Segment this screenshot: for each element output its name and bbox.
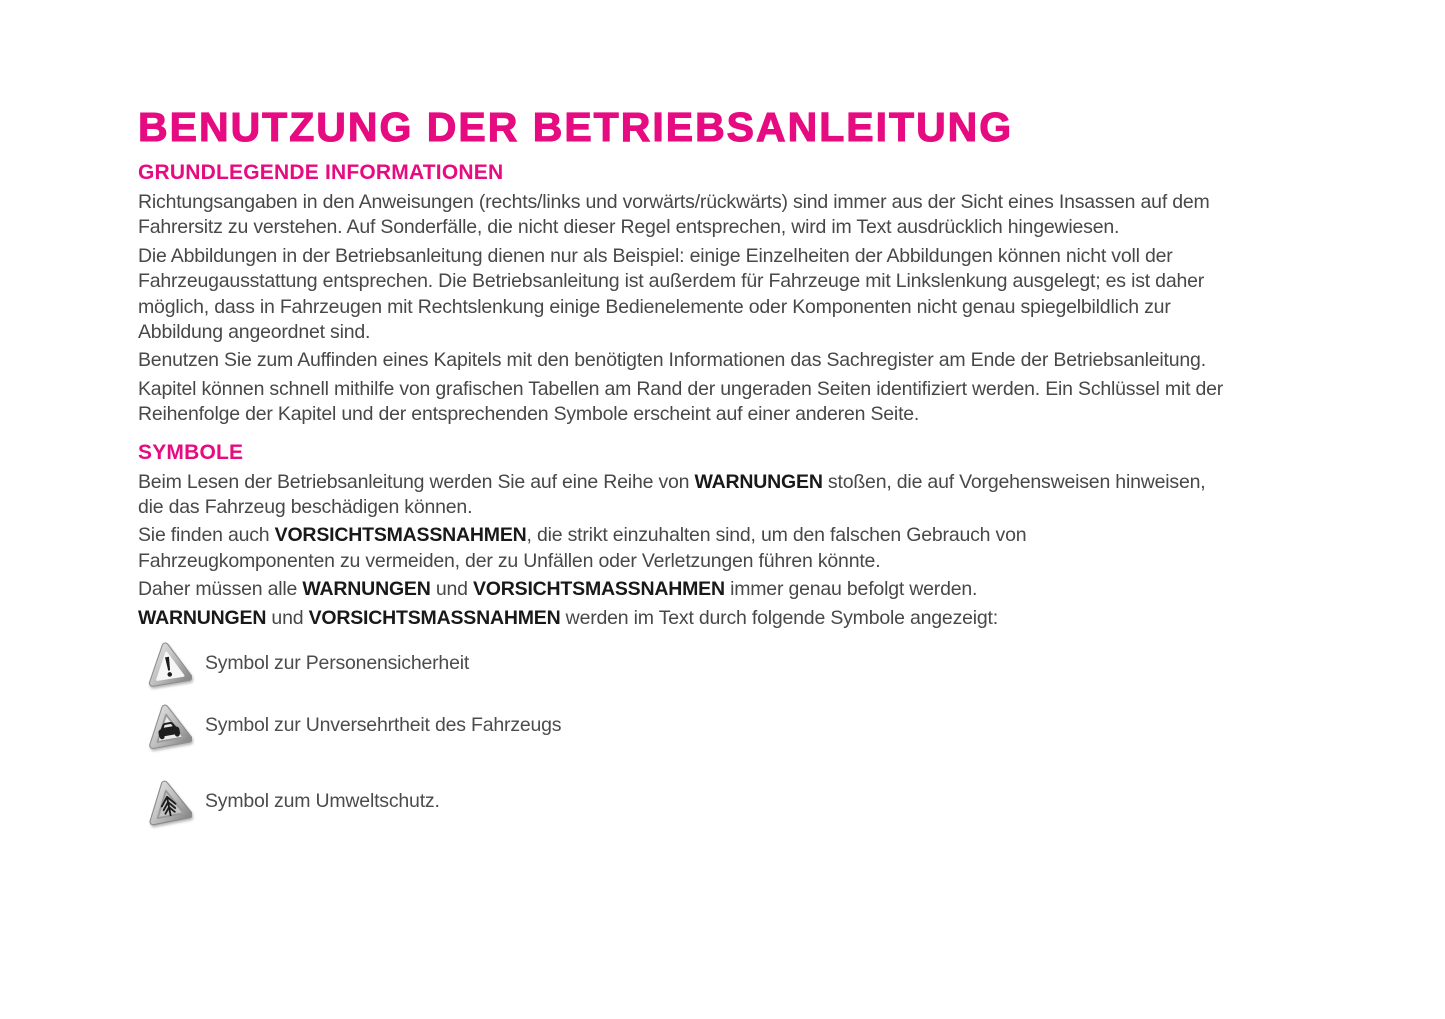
symbol-label: Symbol zur Unversehrtheit des Fahrzeugs xyxy=(205,714,562,737)
paragraph xyxy=(138,377,1325,428)
text-run: Daher müssen alle xyxy=(138,578,303,601)
symbol-item-environment xyxy=(145,776,1325,827)
text-run: , die strikt einzuhalten sind, um den falschen Gebrauch von xyxy=(526,524,1027,547)
text-run: werden im Text durch folgende Symbole angezeigt: xyxy=(560,606,998,629)
text-run: möglich, dass in Fahrzeugen mit Rechtslenkung einige Bedienelemente oder Komponenten nicht genau spiegelbildlich zur xyxy=(138,295,1171,318)
section-body xyxy=(138,190,1325,428)
symbol-label: Symbol zur Personensicherheit xyxy=(205,652,470,675)
emphasis-text: VORSICHTSMASSNAHMEN xyxy=(274,524,527,547)
emphasis-text: WARNUNGEN xyxy=(694,470,823,493)
text-run: Kapitel können schnell mithilfe von grafischen Tabellen am Rand der ungeraden Seiten identifiziert werden. Ein Schlüssel mit der xyxy=(138,377,1224,400)
symbol-item-vehicle-integrity xyxy=(145,700,1325,751)
paragraph xyxy=(138,523,1325,574)
text-run: Fahrzeugausstattung entsprechen. Die Betriebsanleitung ist außerdem für Fahrzeuge mit Linkslenkung ausgelegt; es ist daher xyxy=(138,270,1205,293)
section-heading-symbols: SYMBOLE xyxy=(138,440,244,464)
emphasis-text: VORSICHTSMASSNAHMEN xyxy=(472,578,725,601)
text-run: die das Fahrzeug beschädigen können. xyxy=(138,496,473,519)
text-run: Richtungsangaben in den Anweisungen (rechts/links und vorwärts/rückwärts) sind immer aus der Sicht eines Insassen auf dem xyxy=(138,191,1210,213)
symbol-label: Symbol zum Umweltschutz. xyxy=(205,790,440,813)
paragraph xyxy=(138,470,1325,521)
text-run: Beim Lesen der Betriebsanleitung werden Sie auf eine Reihe von xyxy=(138,470,695,493)
personal-safety-triangle-icon xyxy=(145,638,192,689)
emphasis-text: WARNUNGEN xyxy=(302,578,431,601)
text-run: Benutzen Sie zum Auffinden eines Kapitels mit den benötigten Informationen das Sachregister am Ende der Betriebsanleitung. xyxy=(138,349,1206,372)
vehicle-integrity-triangle-icon xyxy=(145,700,192,751)
paragraph xyxy=(138,244,1325,346)
emphasis-text: WARNUNGEN xyxy=(138,606,267,629)
text-run: Reihenfolge der Kapitel und der entsprechenden Symbole erscheint auf einer anderen Seite. xyxy=(138,403,920,426)
section-heading-basic-information: GRUNDLEGENDE INFORMATIONEN xyxy=(138,161,504,184)
section-symbols xyxy=(138,442,1325,827)
section-body xyxy=(138,470,1325,631)
text-run: Fahrzeugkomponenten zu vermeiden, der zu Unfällen oder Verletzungen führen könnte. xyxy=(138,549,881,572)
text-run: immer genau befolgt werden. xyxy=(724,578,978,601)
text-run: stoßen, die auf Vorgehensweisen hinweisen, xyxy=(822,470,1206,493)
paragraph xyxy=(138,606,1325,631)
symbol-item-personal-safety xyxy=(145,638,1325,689)
text-run: und xyxy=(266,606,309,629)
text-run: Sie finden auch xyxy=(138,524,275,547)
section-basic-information xyxy=(138,162,1325,428)
text-run: Fahrersitz zu verstehen. Auf Sonderfälle, die nicht dieser Regel entsprechen, wird im Text ausdrücklich hingewiesen. xyxy=(138,216,1120,239)
paragraph xyxy=(138,190,1325,241)
text-run: Die Abbildungen in der Betriebsanleitung dienen nur als Beispiel: einige Einzelheiten der Abbildungen können nicht voll der xyxy=(138,244,1173,267)
symbol-legend xyxy=(138,638,1325,827)
emphasis-text: VORSICHTSMASSNAHMEN xyxy=(308,606,561,629)
paragraph xyxy=(138,577,1325,602)
page-title: BENUTZUNG DER BETRIEBSANLEITUNG xyxy=(138,104,1014,150)
paragraph xyxy=(138,348,1325,373)
text-run: Abbildung angeordnet sind. xyxy=(138,321,371,344)
environment-protection-triangle-icon xyxy=(145,776,192,827)
text-run: und xyxy=(430,578,473,601)
